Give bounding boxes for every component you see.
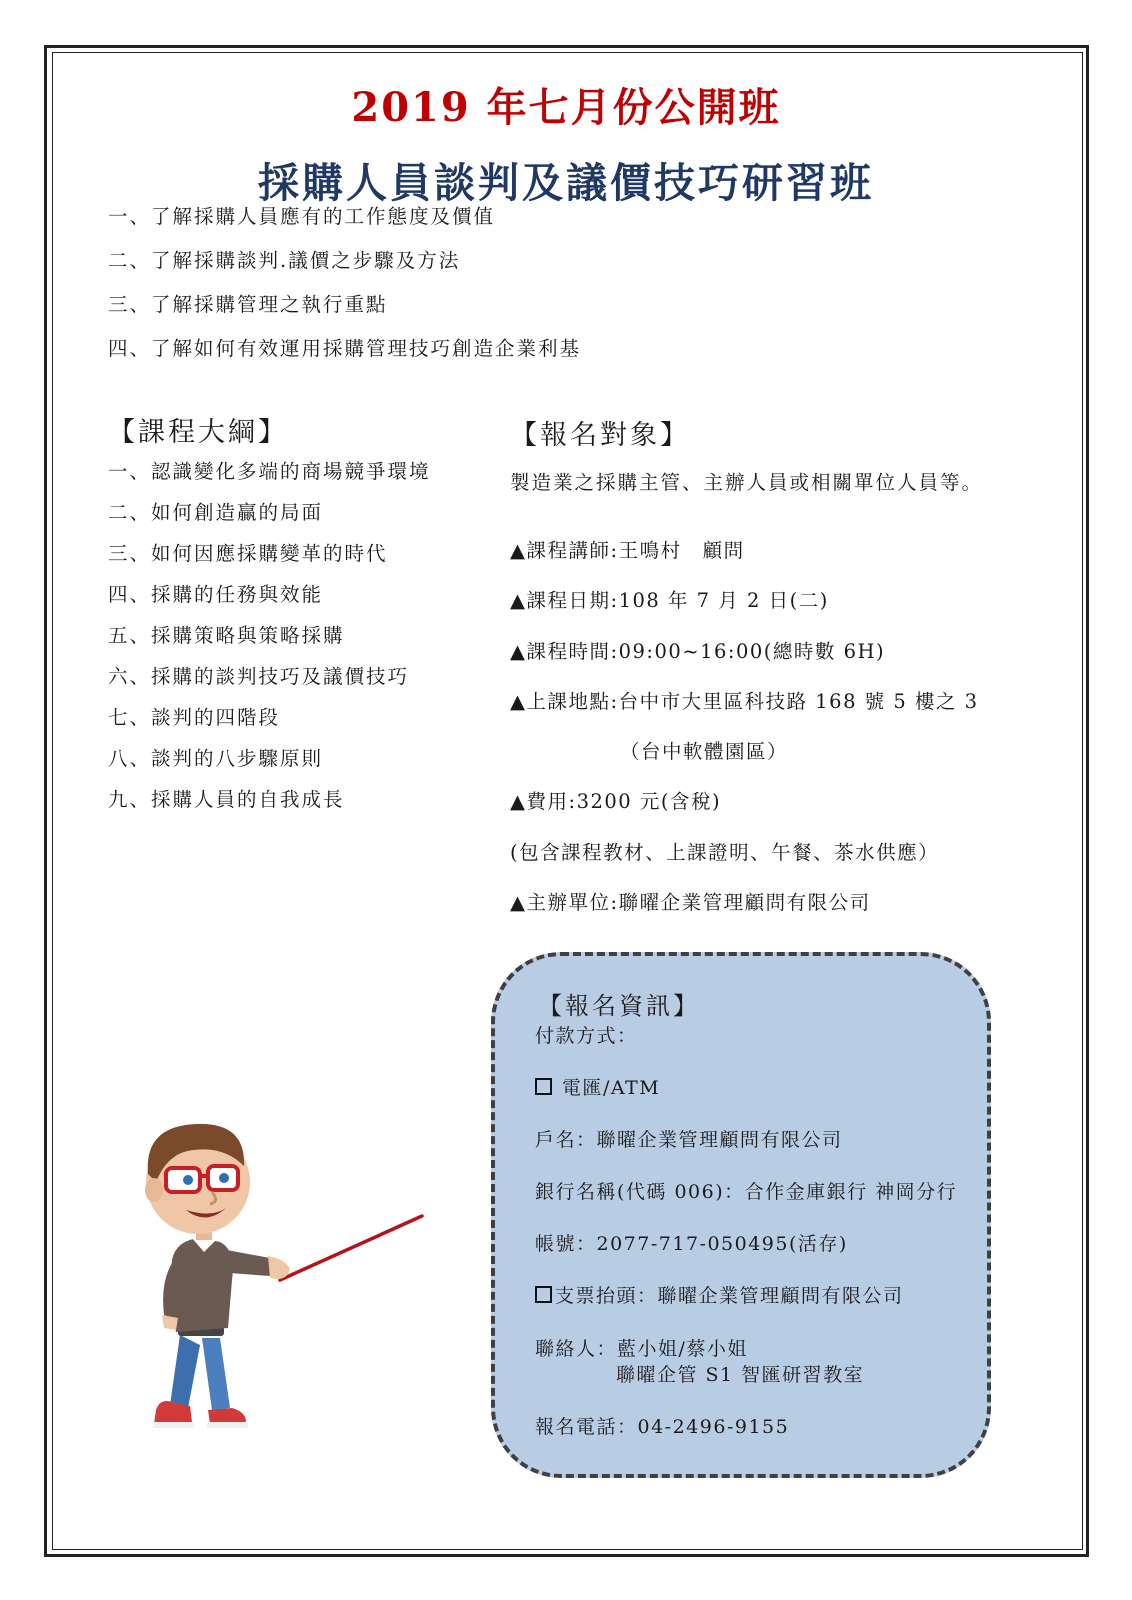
goal-item: 一、了解採購人員應有的工作態度及價值: [108, 205, 496, 228]
outline-item: 七、談判的四階段: [108, 706, 281, 729]
payment-label: 付款方式：: [535, 1025, 638, 1047]
course-title: 採購人員談判及議價技巧研習班: [258, 159, 874, 207]
course-goals: [108, 202, 581, 378]
teacher-illustration-icon: [120, 1110, 440, 1460]
course-info: [510, 536, 979, 938]
outline-item: 三、如何因應採購變革的時代: [108, 542, 388, 565]
fee-line: ▲費用:3200 元(含稅): [510, 790, 722, 814]
time-line: ▲課程時間:09:00~16:00(總時數 6H): [510, 639, 886, 663]
goal-item: 二、了解採購談判.議價之步驟及方法: [108, 249, 461, 272]
outline-item: 八、談判的八步驟原則: [108, 747, 324, 770]
organizer-line: ▲主辦單位:聯曜企業管理顧問有限公司: [510, 891, 871, 915]
contact-person: 聯絡人：藍小姐/蔡小姐: [535, 1338, 748, 1360]
outline-item: 五、採購策略與策略採購: [108, 624, 345, 647]
event-title: 2019 年七月份公開班: [351, 84, 781, 131]
location-note: （台中軟體園區）: [620, 740, 789, 764]
contact-place: 聯曜企管 S1 智匯研習教室: [616, 1364, 865, 1386]
payment-option-transfer: [535, 1075, 660, 1101]
option-transfer-label: 電匯/ATM: [562, 1077, 661, 1099]
outline-item: 九、採購人員的自我成長: [108, 788, 345, 811]
goal-item: 三、了解採購管理之執行重點: [108, 293, 388, 316]
lecturer-line: ▲課程講師:王鳴村 顧問: [510, 539, 745, 562]
account-name: 戶名：聯曜企業管理顧問有限公司: [535, 1129, 843, 1151]
payment-option-cheque: [535, 1283, 904, 1309]
bank-name: 銀行名稱(代碼 006)：合作金庫銀行 神岡分行: [535, 1181, 958, 1203]
fee-note: (包含課程教材、上課證明、午餐、茶水供應）: [510, 840, 940, 864]
audience-block: [510, 468, 983, 498]
goal-item: 四、了解如何有效運用採購管理技巧創造企業利基: [108, 337, 582, 360]
outline-item: 四、採購的任務與效能: [108, 583, 324, 606]
registration-heading: 【報名資訊】: [538, 992, 700, 1020]
registration-phone: 報名電話：04-2496-9155: [535, 1416, 790, 1438]
option-cheque-label: 支票抬頭：聯曜企業管理顧問有限公司: [555, 1285, 904, 1307]
checkbox-icon: [535, 1286, 552, 1303]
outline-item: 一、認識變化多端的商場競爭環境: [108, 460, 431, 483]
audience-heading: 【報名對象】: [510, 420, 690, 451]
location-line: ▲上課地點:台中市大里區科技路 168 號 5 樓之 3: [510, 689, 979, 713]
outline-heading: 【課程大綱】: [108, 417, 288, 448]
course-outline: [108, 457, 431, 826]
date-line: ▲課程日期:108 年 7 月 2 日(二): [510, 589, 829, 613]
audience-text: 製造業之採購主管、主辦人員或相關單位人員等。: [510, 471, 984, 494]
outline-item: 六、採購的談判技巧及議價技巧: [108, 665, 410, 688]
account-number: 帳號：2077-717-050495(活存): [535, 1233, 848, 1255]
checkbox-icon: [535, 1078, 552, 1095]
outline-item: 二、如何創造贏的局面: [108, 501, 324, 524]
